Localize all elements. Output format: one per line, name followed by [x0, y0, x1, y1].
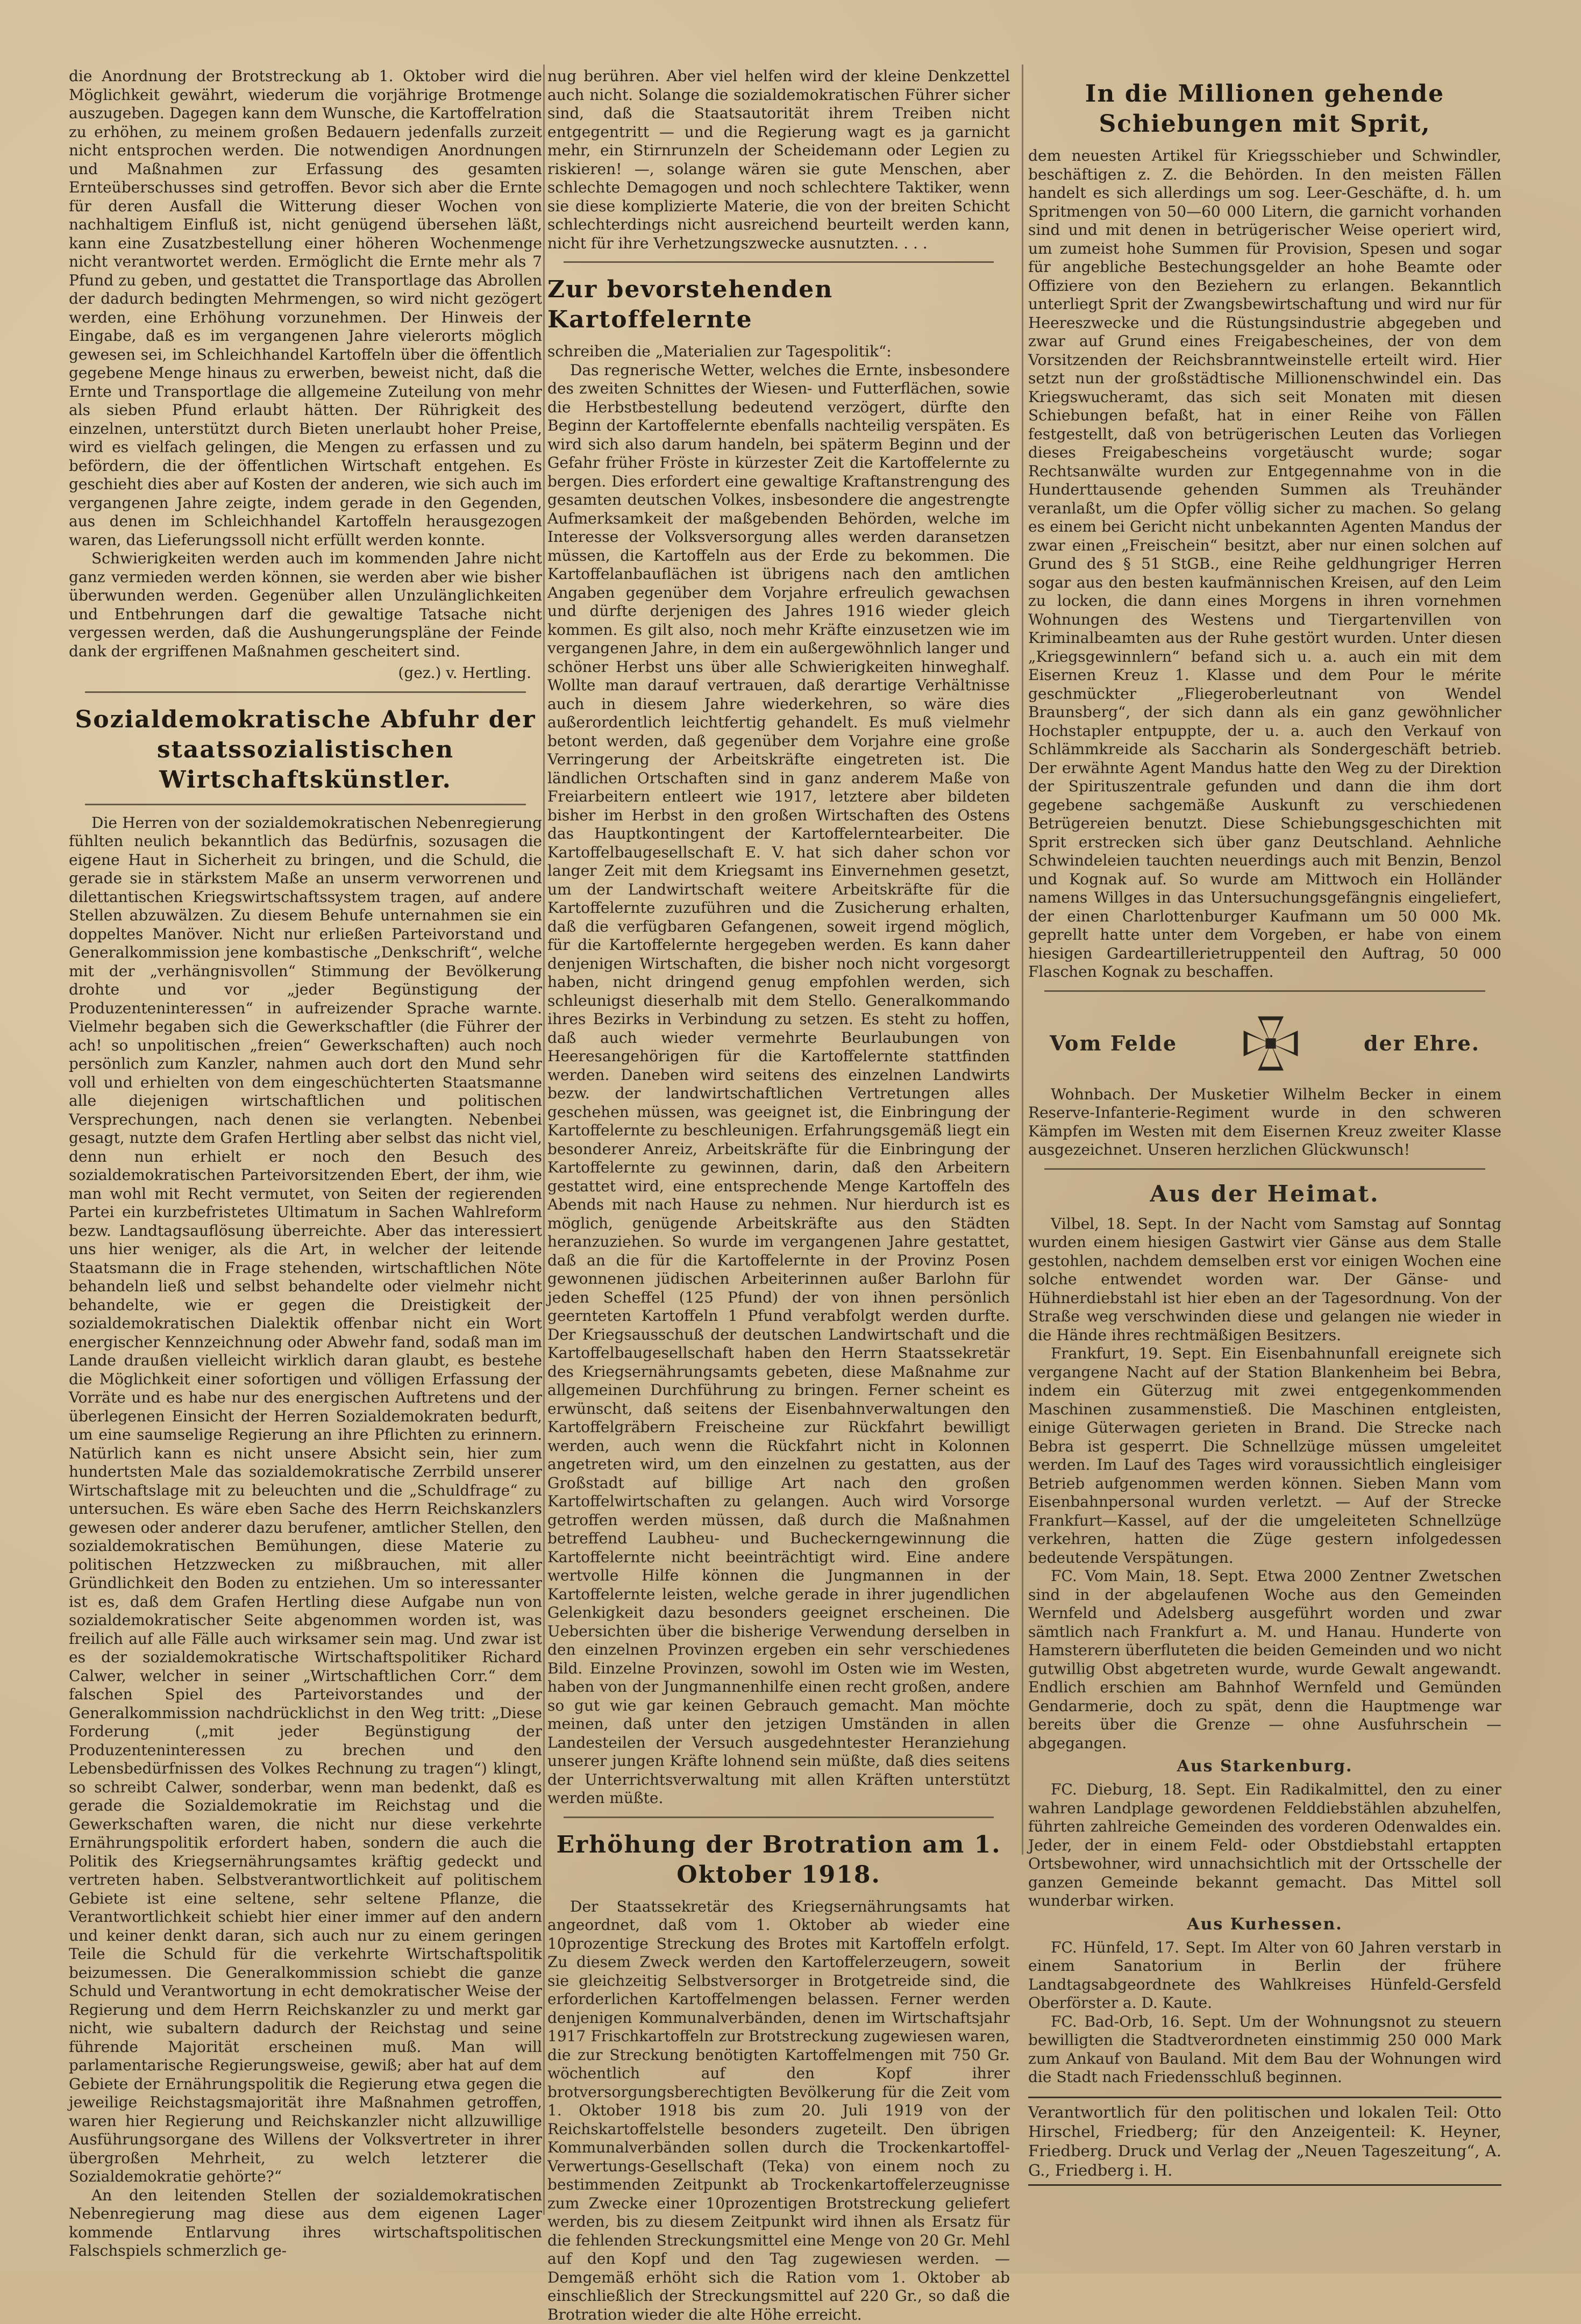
news-item: FC. Vom Main, 18. Sept. Etwa 2000 Zentner Zwetschen sind in der abgelaufenen Woche aus den Gemeinden Wernfeld und Adelsberg ausgeführt worden und zwar sämtlich nach Frankfurt a. M. und Hanau. Hunderte von Hamsterern überfluteten die beiden Gemeinden und wo nicht gutwillig Obst abgetreten wurde, wurde Gewalt angewandt. Endlich erschien am Bahnhof Wernfeld und Gemünden Gendarmerie, doch zu spät, denn die Hauptmenge war bereits über die Grenze — ohne Ausfuhrschein — abgegangen. — [1028, 1567, 1501, 1753]
divider — [564, 261, 994, 263]
iron-cross-icon — [1238, 1011, 1303, 1076]
divider — [85, 804, 526, 805]
region-heading: Aus Starkenburg. — [1028, 1756, 1501, 1777]
article-paragraph: Wohnbach. Der Musketier Wilhelm Becker in einem Reserve-Infanterie-Regiment wurde in den schweren Kämpfen im Westen mit dem Eisernen Kreuz zweiter Klasse ausgezeichnet. Unseren herzlichen Glückwunsch! — [1028, 1085, 1501, 1160]
region-heading: Aus Kurhessen. — [1028, 1914, 1501, 1935]
news-item: FC. Hünfeld, 17. Sept. Im Alter von 60 Jahren verstarb in einem Sanatorium in Berlin der frühere Landtagsabgeordnete des Wahlkreises Hünfeld-Gersfeld Oberförster a. D. Kaute. — [1028, 1939, 1501, 2013]
honor-label-right: der Ehre. — [1364, 1031, 1480, 1055]
divider — [1044, 1168, 1485, 1170]
signature: (gez.) v. Hertling. — [69, 664, 542, 683]
column-2 — [547, 67, 1010, 1933]
column-divider — [1022, 65, 1023, 1855]
news-item: Vilbel, 18. Sept. In der Nacht vom Samstag auf Sonntag wurden einem hiesigen Gastwirt vier Gänse aus dem Stalle gestohlen, nachdem demselben erst vor einigen Wochen eine solche entwendet worden war. Der Gänse- und Hühnerdiebstahl ist hier eben an der Tagesordnung. Von der Straße weg verschwinden diese und gelangen nie wieder in die Hände ihres rechtmäßigen Besitzers. — [1028, 1215, 1501, 1345]
article-headline: In die Millionen gehende Schiebungen mit Sprit, — [1028, 79, 1501, 139]
article-paragraph: dem neuesten Artikel für Kriegsschieber und Schwindler, beschäftigen z. Z. die Behörden. In den meisten Fällen handelt es sich allerdings um sog. Leer-Geschäfte, d. h. um Spritmengen von 50—60 000 Litern, die garnicht vorhanden sind und mit denen in betrügerischer Weise operiert wird, um zumeist hohe Summen für Provision, Spesen und sogar für angebliche Bestechungsgelder an hohe Beamte oder Offiziere von den Beziehern zu erlangen. Bekanntlich unterliegt Sprit der Zwangsbewirtschaftung und wird nur für Heereszwecke und die Rüstungsindustrie abgegeben und zwar auf Grund eines Freigabescheines, der von dem Vorsitzenden der Reichsbranntweinstelle erteilt wird. Hier setzt nun der großstädtische Millionenschwindel ein. Das Kriegswucheramt, das sich seit Monaten mit diesen Schiebungen befaßt, hat in einer Reihe von Fällen festgestellt, daß von betrügerischen Leuten das Vorliegen dieses Freigabescheins vorgetäuscht wurde; sogar Rechtsanwälte wurden zur Entgegennahme von in die Hunderttausende gehenden Summen als Treuhänder veranlaßt, um die Opfer völlig sicher zu machen. So gelang es einem bei Gericht nicht unbekannten Agenten Mandus der zwar einen „Freischein“ besitzt, aber nur einen solchen auf Grund des § 51 StGB., eine Reihe geldhungriger Herren sogar aus den besten kaufmännischen Kreisen, auf den Leim zu locken, die dann eines Morgens in ihren vornehmen Wohnungen des Westens und Tiergartenvillen von Kriminalbeamten aus der Ruhe gestört wurden. Unter diesen „Kriegsgewinnlern“ befand sich u. a. auch ein mit dem Eisernen Kreuz 1. Klasse und dem Pour le mérite geschmückter „Fliegeroberleutnant von Wendel Braunsberg“, der sich dann als ein ganz gewöhnlicher Hochstapler entpuppte, der u. a. auch den Verkauf von Schlämmkreide als Saccharin als Sondergeschäft betrieb. Der erwähnte Agent Mandus hatte den Weg zu der Direktion der Spirituszentrale gefunden und dann die ihm dort gegebene sachgemäße Auskunft zu verschiedenen Betrügereien benutzt. Diese Schiebungsgeschichten mit Sprit erstrecken sich über ganz Deutschland. Aehnliche Schwindeleien tauchten neuerdings auch mit Benzin, Benzol und Kognak auf. So wurde am Mittwoch ein Holländer namens Willges in das Untersuchungsgefängnis eingeliefert, der einen Charlottenburger Kaufmann um 50 000 Mk. geprellt hatte unter dem Vorgeben, er habe von einem hiesigen Gardeartillerietruppenteil den Auftrag, 50 000 Flaschen Kognak zu beschaffen. — [1028, 147, 1501, 982]
divider — [1044, 990, 1485, 992]
article-paragraph: Der Staatssekretär des Kriegsernährungsamts hat angeordnet, daß vom 1. Oktober ab wieder eine 10prozentige Streckung des Brotes mit Kartoffeln erfolgt. Zu diesem Zweck werden den Kartoffelerzeugern, soweit sie gleichzeitig Selbstversorger in Brotgetreide sind, die erforderlichen Kartoffelmengen belassen. Ferner werden denjenigen Kommunalverbänden, denen im Wirtschaftsjahr 1917 Frischkartoffeln zur Brotstreckung zugewiesen waren, die zur Streckung benötigten Kartoffelmengen mit 750 Gr. wöchentlich auf den Kopf ihrer brotversorgungsberechtigten Bevölkerung für die Zeit vom 1. Oktober 1918 bis zum 20. Juli 1919 von der Reichskartoffelstelle besonders zugeteilt. Den übrigen Kommunalverbänden sollen durch die Trockenkartoffel-Verwertungs-Gesellschaft (Teka) von einem noch zu bestimmenden Zeitpunkt ab Trockenkartoffelerzeugnisse zum Zwecke einer 10prozentigen Brotstreckung geliefert werden, bis zu diesem Zeitpunkt wird ihnen als Ersatz für die fehlenden Streckungsmittel eine Menge von 20 Gr. Mehl auf den Kopf und den Tag zugewiesen werden. — Demgemäß erhöht sich die Ration vom 1. Oktober ab einschließlich der Streckungsmittel auf 220 Gr., so daß die Brotration wieder die alte Höhe erreicht. — [547, 1898, 1010, 2324]
imprint: Verantwortlich für den politischen und lokalen Teil: Otto Hirschel, Friedberg; für den Anzeigenteil: K. Heyner, Friedberg. Druck und Verlag der „Neuen Tageszeitung“, A. G., Friedberg i. H. — [1028, 2097, 1501, 2186]
article-paragraph: Schwierigkeiten werden auch im kommenden Jahre nicht ganz vermieden werden können, sie werden aber wie bisher überwunden werden. Gegenüber allen Unzulänglichkeiten und Entbehrungen darf die gewaltige Tatsache nicht vergessen werden, daß die Aushungerungspläne der Feinde dank der ergriffenen Maßnahmen gescheitert sind. — [69, 549, 542, 661]
article-intro: schreiben die „Materialien zur Tagespolitik“: — [547, 342, 1010, 361]
article-paragraph: nug berühren. Aber viel helfen wird der kleine Denkzettel auch nicht. Solange die sozialdemokratischen Führer sicher sind, daß die Staatsautorität ihrem Treiben nicht entgegentritt — und die Regierung wagt es ja garnicht mehr, ein Stirnrunzeln der Scheidemann oder Legien zu riskieren! —, solange wären sie gute Menschen, aber schlechte Demagogen und noch schlechtere Taktiker, wenn sie diese komplizierte Materie, die von der breiten Schicht schlechterdings nicht ausreichend beurteilt werden kann, nicht für ihre Verhetzungszwecke ausnutzten. . . . — [547, 67, 1010, 253]
article-paragraph: die Anordnung der Brotstreckung ab 1. Oktober wird die Möglichkeit gewährt, wiederum die vorjährige Brotmenge auszugeben. Dagegen kann dem Wunsche, die Kartoffelration zu erhöhen, zu meinem großen Bedauern jedenfalls zurzeit nicht entsprochen werden. Die notwendigen Anordnungen und Maßnahmen zur Erfassung des gesamten Ernteüberschusses sind getroffen. Bevor sich aber die Ernte für deren Ausfall die Witterung dieser Wochen von nachhaltigem Einfluß ist, nicht genügend übersehen läßt, kann eine Zusatzbestellung einer höheren Wochenmenge nicht verantwortet werden. Ermöglicht die Ernte mehr als 7 Pfund zu geben, und gestattet die Transportlage das Abrollen der dadurch bedingten Mehrmengen, so wird nicht gezögert werden, eine Erhöhung vorzunehmen. Der Hinweis der Eingabe, daß es im vergangenen Jahre vielerorts möglich gewesen sei, im Schleichhandel Kartoffeln über die öffentlich gegebene Menge hinaus zu erwerben, beweist nicht, daß die Ernte und Transportlage die allgemeine Zuteilung von mehr als sieben Pfund erlaubt hätten. Der Rührigkeit des einzelnen, unterstützt durch Bieten unerlaubt hoher Preise, wird es vielfach gelingen, die Mengen zu erfassen und zu befördern, die der öffentlichen Wirtschaft entgehen. Es geschieht dies aber auf Kosten der anderen, wie sich auch im vergangenen Jahre zeigte, indem gerade in den Gegenden, aus denen im Schleichhandel Kartoffeln herausgezogen waren, das Lieferungssoll nicht erfüllt werden konnte. — [69, 67, 542, 549]
column-divider — [543, 65, 545, 2215]
section-heading: Aus der Heimat. — [1028, 1179, 1501, 1209]
news-item: FC. Dieburg, 18. Sept. Ein Radikalmittel, den zu einer wahren Landplage gewordenen Felddiebstählen abzuhelfen, führten zahlreiche Gemeinden des vorderen Odenwaldes ein. Jeder, der in einem Feld- oder Obstdiebstahl ertappten Ortsbewohner, wird unnachsichtlich mit der Ortsschelle der ganzen Gemeinde bekannt gemacht. Das Mittel soll wunderbar wirken. — [1028, 1780, 1501, 1911]
column-1 — [69, 67, 542, 2209]
honor-label-left: Vom Felde — [1050, 1031, 1177, 1055]
article-headline: Erhöhung der Brotration am 1. Oktober 1918. — [547, 1830, 1010, 1890]
divider — [85, 691, 526, 693]
article-paragraph: Die Herren von der sozialdemokratischen Nebenregierung fühlten neulich bekanntlich das Bedürfnis, sozusagen die eigene Haut in Sicherheit zu bringen, und die Schuld, die gerade sie in stärkstem Maße an unserm verworrenen und dilettantischen Kriegswirtschaftssystem tragen, auf andere Stellen abzuwälzen. Zu diesem Behufe unternahmen sie ein doppeltes Manöver. Nicht nur erließen Parteivorstand und Generalkommission jene kombastische „Denkschrift“, welche mit der „verhängnisvollen“ Stimmung der Bevölkerung drohte und vor „jeder Begünstigung der Produzenteninteressen“ in aufreizender Sprache warnte. Vielmehr begaben sich die Gewerkschaftler (die Führer der ach! so unpolitischen „freien“ Gewerkschaften) auch noch persönlich zum Kanzler, nahmen auch dort den Mund sehr voll und erhielten von dem eingeschüchterten Staatsmanne alle diejenigen wirtschaftlichen und politischen Versprechungen, nach denen sie verlangten. Nebenbei gesagt, nutzte dem Grafen Hertling aber selbst das nicht viel, denn nun erhielt er noch den Besuch des sozialdemokratischen Parteivorsitzenden Ebert, der ihm, wie man wohl mit Recht vermutet, von Seiten der regierenden Partei ein kurzbefristetes Ultimatum in Sachen Wahlreform bezw. Landtagsauflösung überreichte. Aber das interessiert uns hier weniger, als die Art, in welcher der leitende Staatsmann die in Frage stehenden, wirtschaftlichen Nöte behandeln ließ und selbst behandelte oder vielmehr nicht behandelte, wie er gegen die Dreistigkeit der sozialdemokratischen Dialektik offenbar nicht ein Wort energischer Kennzeichnung oder Abwehr fand, sodaß man im Lande draußen vielleicht wirklich daran glaubt, es bestehe die Möglichkeit einer sofortigen und völligen Erfassung der Vorräte und es habe nur des energischen Auftretens und der überlegenen Einsicht der Herren Sozialdemokraten bedurft, um eine saumselige Regierung an ihre Pflichten zu erinnern. Natürlich kann es nicht unsere Absicht sein, hier zum hundertsten Male das sozialdemokratische Zerrbild unserer Wirtschaftslage mit zu beleuchten und die „Schuldfrage“ zu untersuchen. Es wäre eben Sache des Herrn Reichskanzlers gewesen oder anderer dazu berufener, amtlicher Stellen, den sozialdemokratischen Bemühungen, diese Materie zu politischen Hetzzwecken zu mißbrauchen, mit aller Gründlichkeit den Boden zu entziehen. Um so interessanter ist es, daß dem Grafen Hertling diese Aufgabe nun von sozialdemokratischer Seite abgenommen worden ist, was freilich auf alle Fälle auch wirksamer sein mag. Und zwar ist es der sozialdemokratische Wirtschaftspolitiker Richard Calwer, welcher in seiner „Wirtschaftlichen Corr.“ dem falschen Spiel des Parteivorstandes und der Generalkommission nachdrücklichst in den Weg tritt: „Diese Forderung („mit jeder Begünstigung der Produzenteninteressen zu brechen und den Lebensbedürfnissen des Volkes Rechnung zu tragen“) klingt, so schreibt Calwer, sonderbar, wenn man bedenkt, daß es gerade die Sozialdemokratie im Reichstag und die Gewerkschaften waren, die nicht nur diese verkehrte Ernährungspolitik erfordert haben, sondern die auch die Politik des Kriegsernährungsamtes kräftig gedeckt und vertreten haben. Selbstverantwortlichkeit auf politischem Gebiete ist eine seltene, sehr seltene Pflanze, die Verantwortlichkeit schiebt hier einer immer auf den andern und keiner denkt daran, sich auch nur zu einem geringen Teile die Schuld für die verkehrte Wirtschaftspolitik beizumessen. Die Generalkommission schiebt die ganze Schuld und Verantwortung in echt demokratischer Weise der Regierung und dem Herrn Reichskanzler zu und merkt gar nicht, wie subaltern dadurch der Reichstag und seine führende Majorität erscheinen muß. Man will parlamentarische Regierungsweise, gewiß; aber hat auf dem Gebiete der Ernährungspolitik die Regierung etwa gegen die jeweilige Reichstagsmajorität ihre Maßnahmen getroffen, waren hier Regierung und Reichskanzler nicht allzuwillige Ausführungsorgane des Willens der Volksvertreter in ihrer übergroßen Mehrheit, zu welch letzterer die Sozialdemokratie gehörte?“ — [69, 814, 542, 2186]
article-paragraph: An den leitenden Stellen der sozialdemokratischen Nebenregierung mag diese aus dem eigenen Lager kommende Entlarvung ihres wirtschaftspolitischen Falschspiels schmerzlich ge- — [69, 2186, 542, 2261]
article-headline: Zur bevorstehenden Kartoffelernte — [547, 275, 1010, 335]
article-headline: Sozialdemokratische Abfuhr der staatssozialistischen Wirtschaftskünstler. — [69, 705, 542, 795]
news-item: FC. Bad-Orb, 16. Sept. Um der Wohnungsnot zu steuern bewilligten die Stadtverordneten einstimmig 250 000 Mark zum Ankauf von Bauland. Mit dem Bau der Wohnungen wird die Stadt nach Friedensschluß beginnen. — [1028, 2013, 1501, 2087]
column-3 — [1028, 67, 1501, 1804]
honor-banner — [1050, 1011, 1480, 1076]
divider — [564, 1817, 994, 1818]
article-paragraph: Das regnerische Wetter, welches die Ernte, insbesondere des zweiten Schnittes der Wiesen- und Futterflächen, sowie die Herbstbestellung bedeutend verzögert, dürfte den Beginn der Kartoffelernte ebenfalls nachteilig verspäten. Es wird sich also darum handeln, bei späterm Beginn und der Gefahr früher Fröste in kürzester Zeit die Kartoffelernte zu bergen. Dies erfordert eine gewaltige Kraftanstrengung des gesamten deutschen Volkes, insbesondere die angestrengte Aufmerksamkeit der maßgebenden Behörden, welche im Interesse der Volksversorgung alles werden daransetzen müssen, die Kartoffeln aus der Erde zu bekommen. Die Kartoffelanbauflächen ist übrigens nach den amtlichen Angaben gegenüber dem Vorjahre erfreulich gewachsen und dürfte derjenigen des Jahres 1916 wieder gleich kommen. Es gilt also, noch mehr Kräfte einzusetzen wie im vergangenen Jahre, in dem ein außergewöhnlich langer und schöner Herbst uns über alle Schwierigkeiten hinweghalf. Wollte man darauf vertrauen, daß derartige Verhältnisse auch in diesem Jahre wiederkehren, so wäre dies außerordentlich leichtfertig gehandelt. Es muß vielmehr betont werden, daß gegenüber dem Vorjahre eine große Verringerung der Arbeitskräfte eingetreten ist. Die ländlichen Ortschaften sind in ganz anderem Maße von Freiarbeitern entleert wie 1917, letztere aber bildeten bisher im Herbst in den großen Wirtschaften des Ostens das Hauptkontingent der Kartoffelerntearbeiter. Die Kartoffelbaugesellschaft E. V. hat sich daher schon vor langer Zeit mit dem Kriegsamt ins Einvernehmen gesetzt, um der Landwirtschaft weitere Arbeitskräfte für die Kartoffelernte zuzuführen und die Zusicherung erhalten, daß die verfügbaren Gefangenen, soweit irgend möglich, für die Kartoffelernte hergegeben werden. Es kann daher denjenigen Wirtschaften, die bisher noch nicht vorgesorgt haben, nicht dringend genug empfohlen werden, sich schleunigst dieserhalb mit dem Stello. Generalkommando ihres Bezirks in Verbindung zu setzen. Es steht zu hoffen, daß auch wieder vermehrte Beurlaubungen von Heeresangehörigen für die Kartoffelernte stattfinden werden. Daneben wird seitens des einzelnen Landwirts bezw. der landwirtschaftlichen Vertretungen alles geschehen müssen, was geeignet ist, die Einbringung der Kartoffelernte zu beschleunigen. Erfahrungsgemäß liegt ein besonderer Anreiz, Arbeitskräfte für die Einbringung der Kartoffelernte zu gewinnen, darin, daß den Arbeitern gestattet wird, eine entsprechende Menge Kartoffeln des Abends mit nach Hause zu nehmen. Nur hierdurch ist es möglich, genügende Arbeitskräfte aus den Städten heranzuziehen. So wurde im vergangenen Jahre gestattet, daß an die für die Kartoffelernte in der Provinz Posen gewonnenen jüdischen Arbeiterinnen außer Barlohn für jeden Scheffel (125 Pfund) der von ihnen persönlich geernteten Kartoffeln 1 Pfund verabfolgt werden durfte. Der Kriegsausschuß der deutschen Landwirtschaft und die Kartoffelbaugesellschaft haben den Herrn Staatssekretär des Kriegsernährungsamts gebeten, diese Maßnahme zur allgemeinen Durchführung zu bringen. Ferner scheint es erwünscht, daß seitens der Eisenbahnverwaltungen den Kartoffelgräbern Freischeine zur Rückfahrt bewilligt werden, auch wenn die Rückfahrt nicht in Kolonnen angetreten wird, um den einzelnen zu gestatten, aus der Großstadt auf billige Art nach den großen Kartoffelwirtschaften zu gelangen. Auch wird Vorsorge getroffen werden müssen, daß durch die Maßnahmen betreffend Laubheu- und Bucheckerngewinnung die Kartoffelernte nicht beeinträchtigt wird. Eine andere wertvolle Hilfe können die Jungmannen in der Kartoffelernte leisten, welche gerade in ihrer jugendlichen Gelenkigkeit dazu besonders geeignet erscheinen. Die Uebersichten über die bisherige Verwendung derselben in den einzelnen Provinzen ergeben ein sehr verschiedenes Bild. Einzelne Provinzen, sowohl im Osten wie im Westen, haben von der Jungmannenhilfe einen recht großen, andere so gut wie gar keinen Gebrauch gemacht. Man möchte meinen, daß unter den jetzigen Umständen in allen Landesteilen der Versuch ausgedehntester Heranziehung unserer jungen Kräfte lohnend sein müßte, daß dies seitens der Unterrichtsverwaltung mit allen Kräften unterstützt werden müßte. — [547, 361, 1010, 1808]
news-item: Frankfurt, 19. Sept. Ein Eisenbahnunfall ereignete sich vergangene Nacht auf der Station Blankenheim bei Bebra, indem ein Güterzug mit zwei entgegenkommenden Maschinen zusammenstieß. Die Maschinen entgleisten, einige Güterwagen gerieten in Brand. Die Strecke nach Bebra ist gesperrt. Die Schnellzüge müssen umgeleitet werden. Im Lauf des Tages wird voraussichtlich eingleisiger Betrieb aufgenommen werden können. Sieben Mann vom Eisenbahnpersonal wurden verletzt. — Auf der Strecke Frankfurt—Kassel, auf der die umgeleiteten Schnellzüge verkehren, hatten die Züge gestern infolgedessen bedeutende Verspätungen. — [1028, 1345, 1501, 1567]
